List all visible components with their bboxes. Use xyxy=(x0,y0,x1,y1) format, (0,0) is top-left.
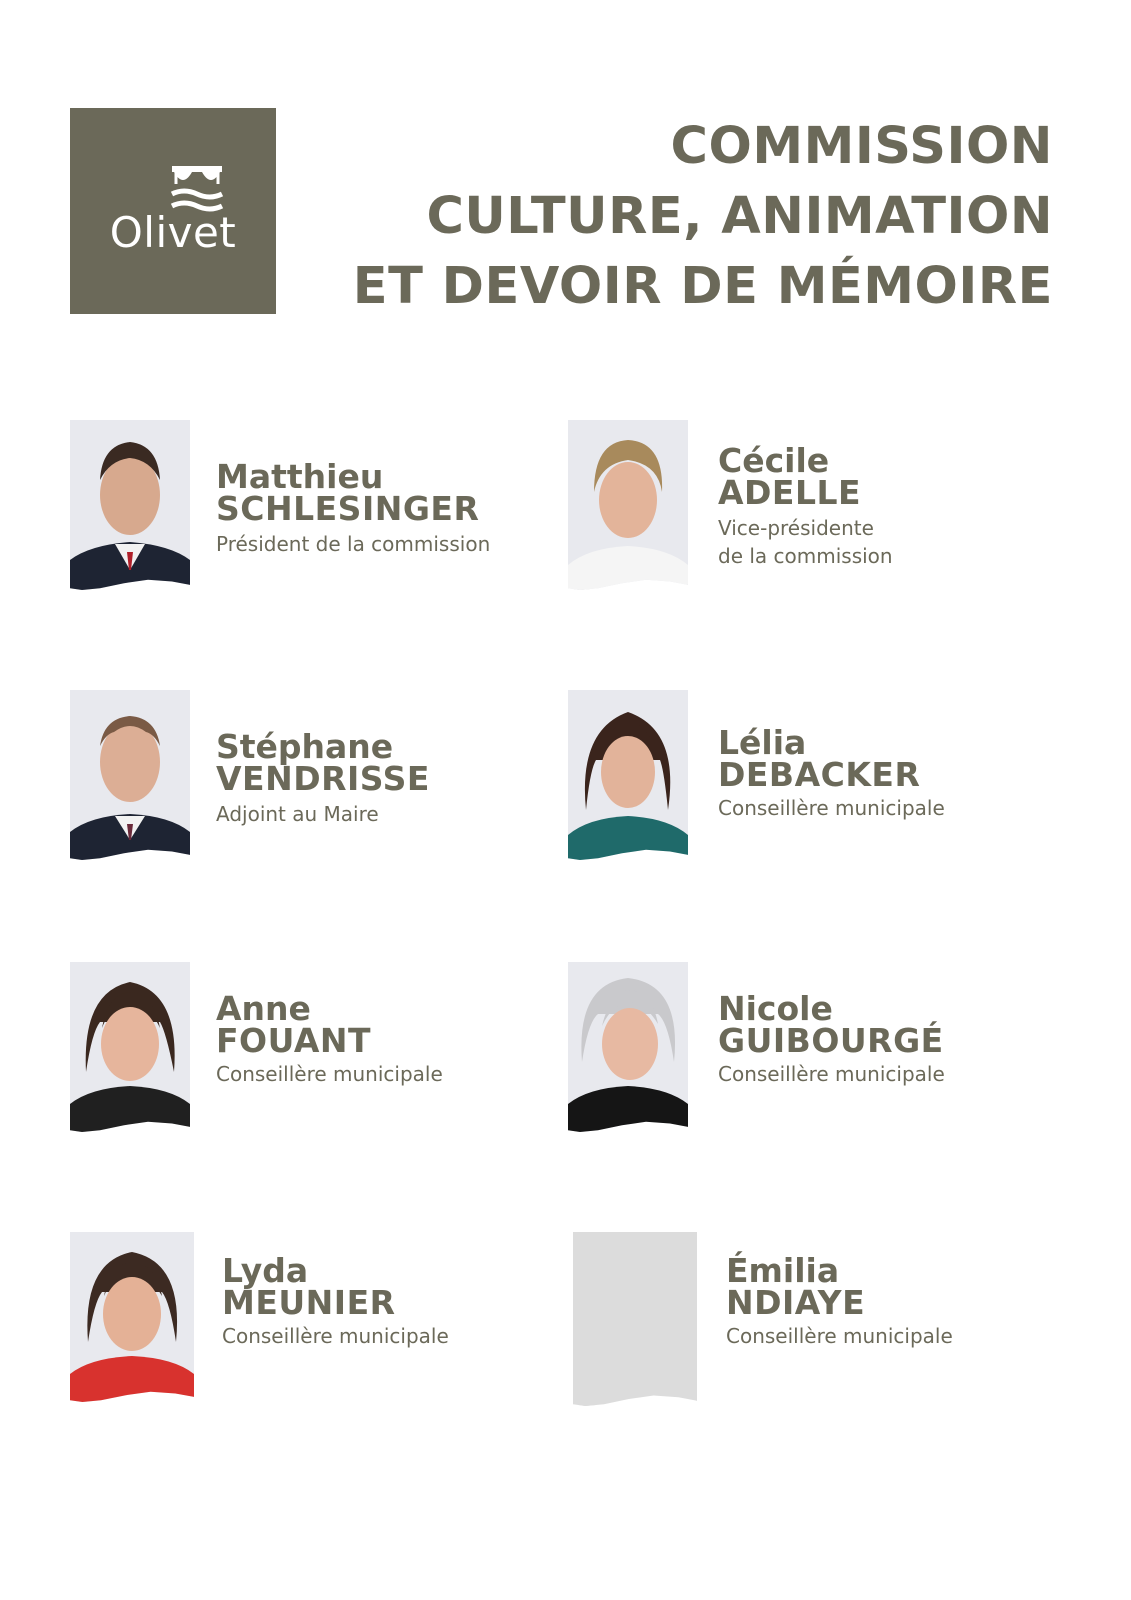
role: Conseillère municipale xyxy=(726,1324,953,1348)
last-name: NDIAYE xyxy=(726,1283,866,1322)
last-name: FOUANT xyxy=(216,1021,372,1060)
first-name: Stéphane xyxy=(216,727,394,766)
title-line-3: ET DEVOIR DE MÉMOIRE xyxy=(352,257,1053,316)
first-name: Lélia xyxy=(718,723,807,762)
portrait-icon xyxy=(568,690,688,860)
member-card xyxy=(568,690,1048,870)
member-card xyxy=(568,962,1048,1142)
portrait-icon xyxy=(70,1232,194,1402)
role-line-1: Vice-présidente xyxy=(718,516,874,540)
first-name: Émilia xyxy=(726,1251,840,1290)
member-card xyxy=(70,420,550,600)
member-photo xyxy=(70,962,190,1132)
member-card xyxy=(70,962,550,1142)
first-name: Nicole xyxy=(718,989,833,1028)
first-name: Anne xyxy=(216,989,311,1028)
last-name: VENDRISSE xyxy=(216,759,430,798)
role-line-2: de la commission xyxy=(718,544,893,568)
role: Conseillère municipale xyxy=(718,796,945,820)
portrait-icon xyxy=(70,962,190,1132)
member-card xyxy=(573,1232,1053,1412)
last-name: ADELLE xyxy=(718,473,862,512)
member-photo xyxy=(70,690,190,860)
member-photo xyxy=(568,690,688,860)
role: Conseillère municipale xyxy=(216,1062,443,1086)
member-card xyxy=(70,690,550,870)
member-photo xyxy=(70,420,190,590)
portrait-icon xyxy=(70,420,190,590)
olivet-logo xyxy=(70,108,276,314)
first-name: Cécile xyxy=(718,441,830,480)
portrait-icon xyxy=(70,690,190,860)
member-card xyxy=(568,420,1048,600)
title-line-1: COMMISSION xyxy=(670,117,1053,176)
member-photo xyxy=(70,1232,194,1402)
first-name: Matthieu xyxy=(216,457,384,496)
role: Conseillère municipale xyxy=(718,1062,945,1086)
portrait-icon xyxy=(568,420,688,590)
last-name: SCHLESINGER xyxy=(216,489,480,528)
role: Adjoint au Maire xyxy=(216,802,379,826)
page-title xyxy=(353,112,1053,322)
member-photo xyxy=(568,962,688,1132)
photo-placeholder xyxy=(573,1232,697,1406)
last-name: GUIBOURGÉ xyxy=(718,1021,944,1060)
last-name: MEUNIER xyxy=(222,1283,396,1322)
member-photo xyxy=(568,420,688,590)
portrait-icon xyxy=(568,962,688,1132)
last-name: DEBACKER xyxy=(718,755,921,794)
member-card xyxy=(70,1232,550,1412)
title-line-2: CULTURE, ANIMATION xyxy=(426,187,1053,246)
first-name: Lyda xyxy=(222,1251,309,1290)
role: Président de la commission xyxy=(216,532,491,556)
role: Conseillère municipale xyxy=(222,1324,449,1348)
logo-wordmark: Olivet xyxy=(109,208,237,257)
